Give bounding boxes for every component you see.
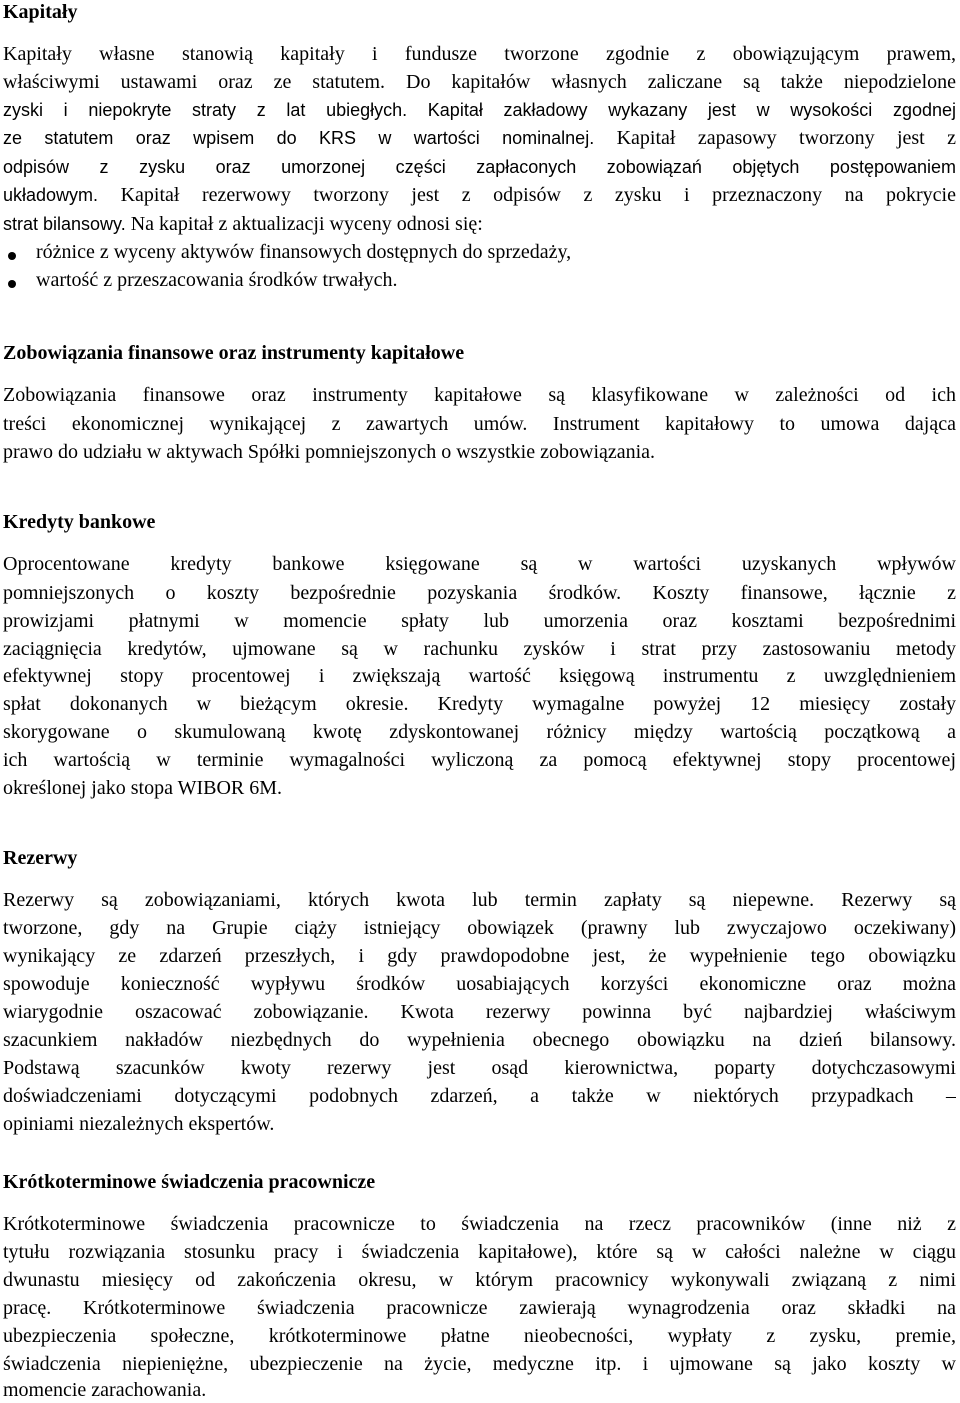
paragraph-line: szacunkiem nakładów niezbędnych do wypełnienia obecnego obowiązku na dzień bilansowy. [3,1029,956,1051]
section-heading-zobowiazania: Zobowiązania finansowe oraz instrumenty kapitałowe [3,342,465,364]
paragraph-line: odpisów z zysku oraz umorzonej części zapłaconych zobowiązań objętych postępowaniem [3,157,956,177]
paragraph-line: pracę. Krótkoterminowe świadczenia pracownicze zawierają wynagrodzenia oraz składki na [3,1297,956,1319]
paragraph-line: właściwymi ustawami oraz ze statutem. Do kapitałów własnych zaliczane są także niepodzielone [3,71,956,93]
paragraph-line: momencie zarachowania. [3,1379,207,1401]
section-heading-rezerwy: Rezerwy [3,847,78,869]
paragraph-line: Rezerwy są zobowiązaniami, których kwota lub termin zapłaty są niepewne. Rezerwy są [3,889,956,911]
paragraph-line: spłat dokonanych w bieżącym okresie. Kredyty wymagalne powyżej 12 miesięcy zostały [3,693,956,715]
paragraph-line: tytułu rozwiązania stosunku pracy i świadczenia kapitałowe), które są w całości należne w ciągu [3,1241,956,1263]
paragraph-line: zyski i niepokryte straty z lat ubiegłych. Kapitał zakładowy wykazany jest w wysokości zgodnej [3,100,956,120]
paragraph-line: określonej jako stopa WIBOR 6M. [3,777,283,799]
paragraph-line: strat bilansowy. Na kapitał z aktualizacji wyceny odnosi się: [3,213,483,235]
paragraph-line: skorygowane o skumulowaną kwotę zdyskontowanej różnicy między wartością początkową a [3,721,956,743]
paragraph-line: doświadczeniami dotyczącymi podobnych zdarzeń, a także w niektórych przypadkach – [3,1085,956,1107]
paragraph-line: pomniejszonych o koszty bezpośrednie pozyskania środków. Koszty finansowe, łącznie z [3,582,956,604]
paragraph-line: opiniami niezależnych ekspertów. [3,1113,275,1135]
paragraph-line: wiarygodnie oszacować zobowiązanie. Kwota rezerwy powinna być najbardziej właściwym [3,1001,956,1023]
paragraph-line: układowym. Kapitał rezerwowy tworzony jest z odpisów z zysku i przeznaczony na pokrycie [3,184,956,206]
paragraph-line: ich wartością w terminie wymagalności wyliczoną za pomocą efektywnej stopy procentowej [3,749,956,771]
bullet-icon [8,252,16,260]
bullet-list-item: różnice z wyceny aktywów finansowych dostępnych do sprzedaży, [36,241,572,263]
paragraph-line: dwunastu miesięcy od zakończenia okresu, w którym pracownicy wykonywali związaną z nimi [3,1269,956,1291]
paragraph-line: Krótkoterminowe świadczenia pracownicze to świadczenia na rzecz pracowników (inne niż z [3,1213,956,1235]
section-heading-kapitaly: Kapitały [3,1,78,23]
paragraph-line: Kapitały własne stanowią kapitały i fundusze tworzone zgodnie z obowiązującym prawem, [3,43,956,65]
section-heading-swiadczenia: Krótkoterminowe świadczenia pracownicze [3,1171,376,1193]
bullet-list-item: wartość z przeszacowania środków trwałych. [36,269,398,291]
paragraph-line: prowizjami płatnymi w momencie spłaty lub umorzenia oraz kosztami bezpośrednimi [3,610,956,632]
bullet-icon [8,280,16,288]
paragraph-line: tworzone, gdy na Grupie ciąży istniejący obowiązek (prawny lub zwyczajowo oczekiwany) [3,917,956,939]
paragraph-line: zaciągnięcia kredytów, ujmowane są w rachunku zysków i strat przy zastosowaniu metody [3,638,956,660]
paragraph-line: ze statutem oraz wpisem do KRS w wartości nominalnej. Kapitał zapasowy tworzony jest z [3,127,956,149]
section-heading-kredyty: Kredyty bankowe [3,511,156,533]
paragraph-line: Podstawą szacunków kwoty rezerwy jest osąd kierownictwa, poparty dotychczasowymi [3,1057,956,1079]
paragraph-line: prawo do udziału w aktywach Spółki pomniejszonych o wszystkie zobowiązania. [3,441,656,463]
paragraph-line: wynikający ze zdarzeń przeszłych, i gdy prawdopodobne jest, że wypełnienie tego obowiązku [3,945,956,967]
paragraph-line: Zobowiązania finansowe oraz instrumenty kapitałowe są klasyfikowane w zależności od ich [3,384,956,406]
paragraph-line: Oprocentowane kredyty bankowe księgowane są w wartości uzyskanych wpływów [3,553,956,575]
paragraph-line: świadczenia niepieniężne, ubezpieczenie na życie, medyczne itp. i ujmowane są jako koszty w [3,1353,956,1375]
paragraph-line: efektywnej stopy procentowej i zwiększają wartość księgową instrumentu z uwzględnieniem [3,665,956,687]
paragraph-line: ubezpieczenia społeczne, krótkoterminowe płatne nieobecności, wypłaty z zysku, premie, [3,1325,956,1347]
paragraph-line: treści ekonomicznej wynikającej z zawartych umów. Instrument kapitałowy to umowa dająca [3,413,956,435]
paragraph-line: spowoduje konieczność wypływu środków uosabiających korzyści ekonomiczne oraz można [3,973,956,995]
